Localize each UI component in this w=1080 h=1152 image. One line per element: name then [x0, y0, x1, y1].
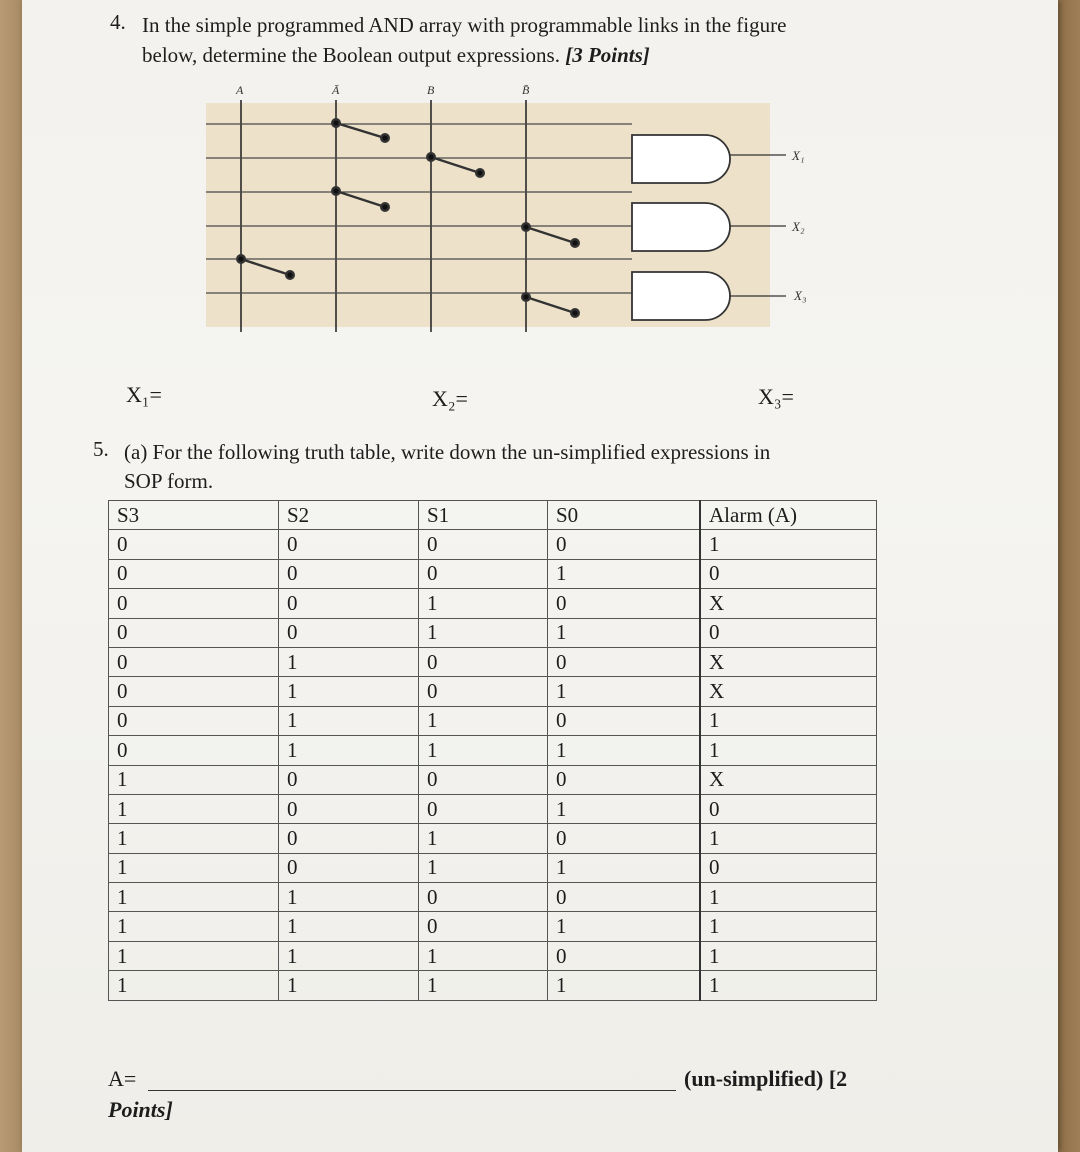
- and-gate-1: [632, 135, 730, 183]
- fuse-dot-6a: [522, 293, 530, 301]
- cell-s0: 0: [548, 941, 701, 970]
- cell-alarm: 0: [700, 794, 877, 823]
- cell-s2: 1: [279, 677, 419, 706]
- cell-s1: 1: [419, 941, 548, 970]
- cell-s2: 0: [279, 559, 419, 588]
- cell-alarm: 1: [700, 883, 877, 912]
- cell-s3: 0: [109, 559, 279, 588]
- cell-s3: 0: [109, 647, 279, 676]
- table-row: [109, 736, 877, 765]
- question-5-line-1: (a) For the following truth table, write down the un-simplified expressions in: [124, 440, 771, 464]
- cell-s0: 0: [548, 765, 701, 794]
- table-row: [109, 706, 877, 735]
- input-label-a-not: Ā: [332, 83, 340, 97]
- cell-s3: 1: [109, 824, 279, 853]
- fuse-link-3: [336, 191, 385, 207]
- table-row: [109, 853, 877, 882]
- table-row: [109, 677, 877, 706]
- cell-alarm: X: [700, 647, 877, 676]
- cell-s0: 0: [548, 706, 701, 735]
- cell-s0: 0: [548, 824, 701, 853]
- fuse-dot-4b: [571, 239, 579, 247]
- fuse-link-6: [526, 297, 575, 313]
- fuse-link-1: [336, 123, 385, 138]
- cell-s3: 0: [109, 589, 279, 618]
- cell-s2: 0: [279, 618, 419, 647]
- cell-s1: 1: [419, 971, 548, 1000]
- output-label-x3: X₃: [794, 288, 807, 303]
- cell-alarm: X: [700, 677, 877, 706]
- cell-s2: 1: [279, 706, 419, 735]
- table-row: [109, 794, 877, 823]
- cell-s1: 1: [419, 853, 548, 882]
- fuse-link-2: [431, 157, 480, 173]
- cell-s2: 0: [279, 765, 419, 794]
- question-5-line-2: SOP form.: [124, 469, 214, 493]
- table-row: [109, 530, 877, 559]
- fuse-link-4: [526, 227, 575, 243]
- cell-s3: 0: [109, 677, 279, 706]
- fuse-dot-3a: [332, 187, 340, 195]
- cell-s0: 0: [548, 589, 701, 618]
- cell-s3: 0: [109, 618, 279, 647]
- cell-s2: 0: [279, 794, 419, 823]
- cell-alarm: X: [700, 765, 877, 794]
- header-s3: S3: [109, 501, 279, 530]
- cell-s0: 1: [548, 971, 701, 1000]
- question-4-line-2: below, determine the Boolean output expressions.: [142, 43, 560, 67]
- table-row: [109, 912, 877, 941]
- cell-alarm: 0: [700, 853, 877, 882]
- cell-alarm: 0: [700, 559, 877, 588]
- fuse-dot-1a: [332, 119, 340, 127]
- input-label-a: A: [236, 83, 244, 97]
- cell-s0: 1: [548, 559, 701, 588]
- input-label-b: B: [427, 83, 435, 97]
- cell-s1: 0: [419, 559, 548, 588]
- cell-s0: 1: [548, 677, 701, 706]
- question-4-line-1: In the simple programmed AND array with programmable links in the figure: [142, 13, 787, 37]
- cell-s3: 1: [109, 912, 279, 941]
- table-row: [109, 765, 877, 794]
- header-s1: S1: [419, 501, 548, 530]
- cell-s3: 1: [109, 794, 279, 823]
- cell-s1: 1: [419, 736, 548, 765]
- truth-table-body: [109, 530, 877, 1000]
- cell-s3: 1: [109, 853, 279, 882]
- cell-s2: 0: [279, 589, 419, 618]
- cell-s0: 1: [548, 912, 701, 941]
- cell-s3: 1: [109, 941, 279, 970]
- table-row: [109, 589, 877, 618]
- output-label-x1: X₁: [792, 148, 805, 163]
- fuse-dot-1b: [381, 134, 389, 142]
- cell-s2: 0: [279, 853, 419, 882]
- cell-s3: 0: [109, 736, 279, 765]
- cell-s0: 0: [548, 647, 701, 676]
- fuse-dot-5a: [237, 255, 245, 263]
- cell-alarm: 1: [700, 941, 877, 970]
- fuse-dot-4a: [522, 223, 530, 231]
- fuse-link-5: [241, 259, 290, 275]
- cell-s0: 0: [548, 530, 701, 559]
- header-s2: S2: [279, 501, 419, 530]
- cell-s1: 0: [419, 912, 548, 941]
- cell-s2: 1: [279, 912, 419, 941]
- cell-alarm: 1: [700, 824, 877, 853]
- answer-a-label: A=: [108, 1066, 137, 1091]
- fuse-dot-2a: [427, 153, 435, 161]
- cell-s1: 1: [419, 706, 548, 735]
- table-row: [109, 647, 877, 676]
- answer-x2-label: X₂=: [432, 386, 468, 411]
- input-label-b-not: B̄: [522, 83, 530, 97]
- fuse-dot-5b: [286, 271, 294, 279]
- cell-s2: 1: [279, 941, 419, 970]
- cell-s3: 1: [109, 971, 279, 1000]
- cell-s0: 1: [548, 853, 701, 882]
- cell-alarm: 1: [700, 706, 877, 735]
- cell-s2: 1: [279, 883, 419, 912]
- truth-table: [108, 500, 877, 1001]
- question-5-number: 5.: [93, 437, 109, 461]
- cell-s1: 0: [419, 765, 548, 794]
- cell-s2: 1: [279, 647, 419, 676]
- cell-s1: 0: [419, 647, 548, 676]
- table-row: [109, 824, 877, 853]
- cell-s0: 1: [548, 794, 701, 823]
- fuse-dot-3b: [381, 203, 389, 211]
- cell-alarm: 1: [700, 736, 877, 765]
- table-row: [109, 618, 877, 647]
- cell-s1: 0: [419, 883, 548, 912]
- cell-s3: 0: [109, 706, 279, 735]
- cell-alarm: 1: [700, 971, 877, 1000]
- fuse-dot-6b: [571, 309, 579, 317]
- fuse-dot-2b: [476, 169, 484, 177]
- cell-alarm: 1: [700, 912, 877, 941]
- cell-s1: 0: [419, 530, 548, 559]
- answer-x3-label: X₃=: [758, 384, 794, 409]
- cell-s0: 0: [548, 883, 701, 912]
- cell-s0: 1: [548, 618, 701, 647]
- cell-alarm: 0: [700, 618, 877, 647]
- cell-s1: 0: [419, 677, 548, 706]
- table-row: [109, 883, 877, 912]
- cell-s2: 1: [279, 736, 419, 765]
- cell-s0: 1: [548, 736, 701, 765]
- cell-s1: 1: [419, 824, 548, 853]
- question-4-points: [3 Points]: [565, 43, 650, 67]
- cell-s1: 0: [419, 794, 548, 823]
- table-row: [109, 971, 877, 1000]
- header-alarm: Alarm (A): [700, 501, 877, 530]
- programmable-and-array-figure: [0, 0, 1080, 360]
- cell-s2: 0: [279, 824, 419, 853]
- cell-s3: 1: [109, 883, 279, 912]
- and-gate-2: [632, 203, 730, 251]
- output-label-x2: X₂: [792, 219, 805, 234]
- truth-table-header-row: [109, 501, 877, 530]
- cell-s1: 1: [419, 589, 548, 618]
- cell-s3: 1: [109, 765, 279, 794]
- answer-a-points: Points]: [108, 1097, 173, 1122]
- header-s0: S0: [548, 501, 701, 530]
- cell-s2: 1: [279, 971, 419, 1000]
- cell-alarm: X: [700, 589, 877, 618]
- cell-s3: 0: [109, 530, 279, 559]
- cell-s2: 0: [279, 530, 419, 559]
- answer-x1-label: X₁=: [126, 382, 162, 407]
- answer-a-suffix: (un-simplified) [2: [684, 1066, 848, 1091]
- table-row: [109, 941, 877, 970]
- question-4-number: 4.: [110, 10, 126, 34]
- and-gate-3: [632, 272, 730, 320]
- cell-alarm: 1: [700, 530, 877, 559]
- table-row: [109, 559, 877, 588]
- answer-a-blank-line: [148, 1090, 676, 1091]
- cell-s1: 1: [419, 618, 548, 647]
